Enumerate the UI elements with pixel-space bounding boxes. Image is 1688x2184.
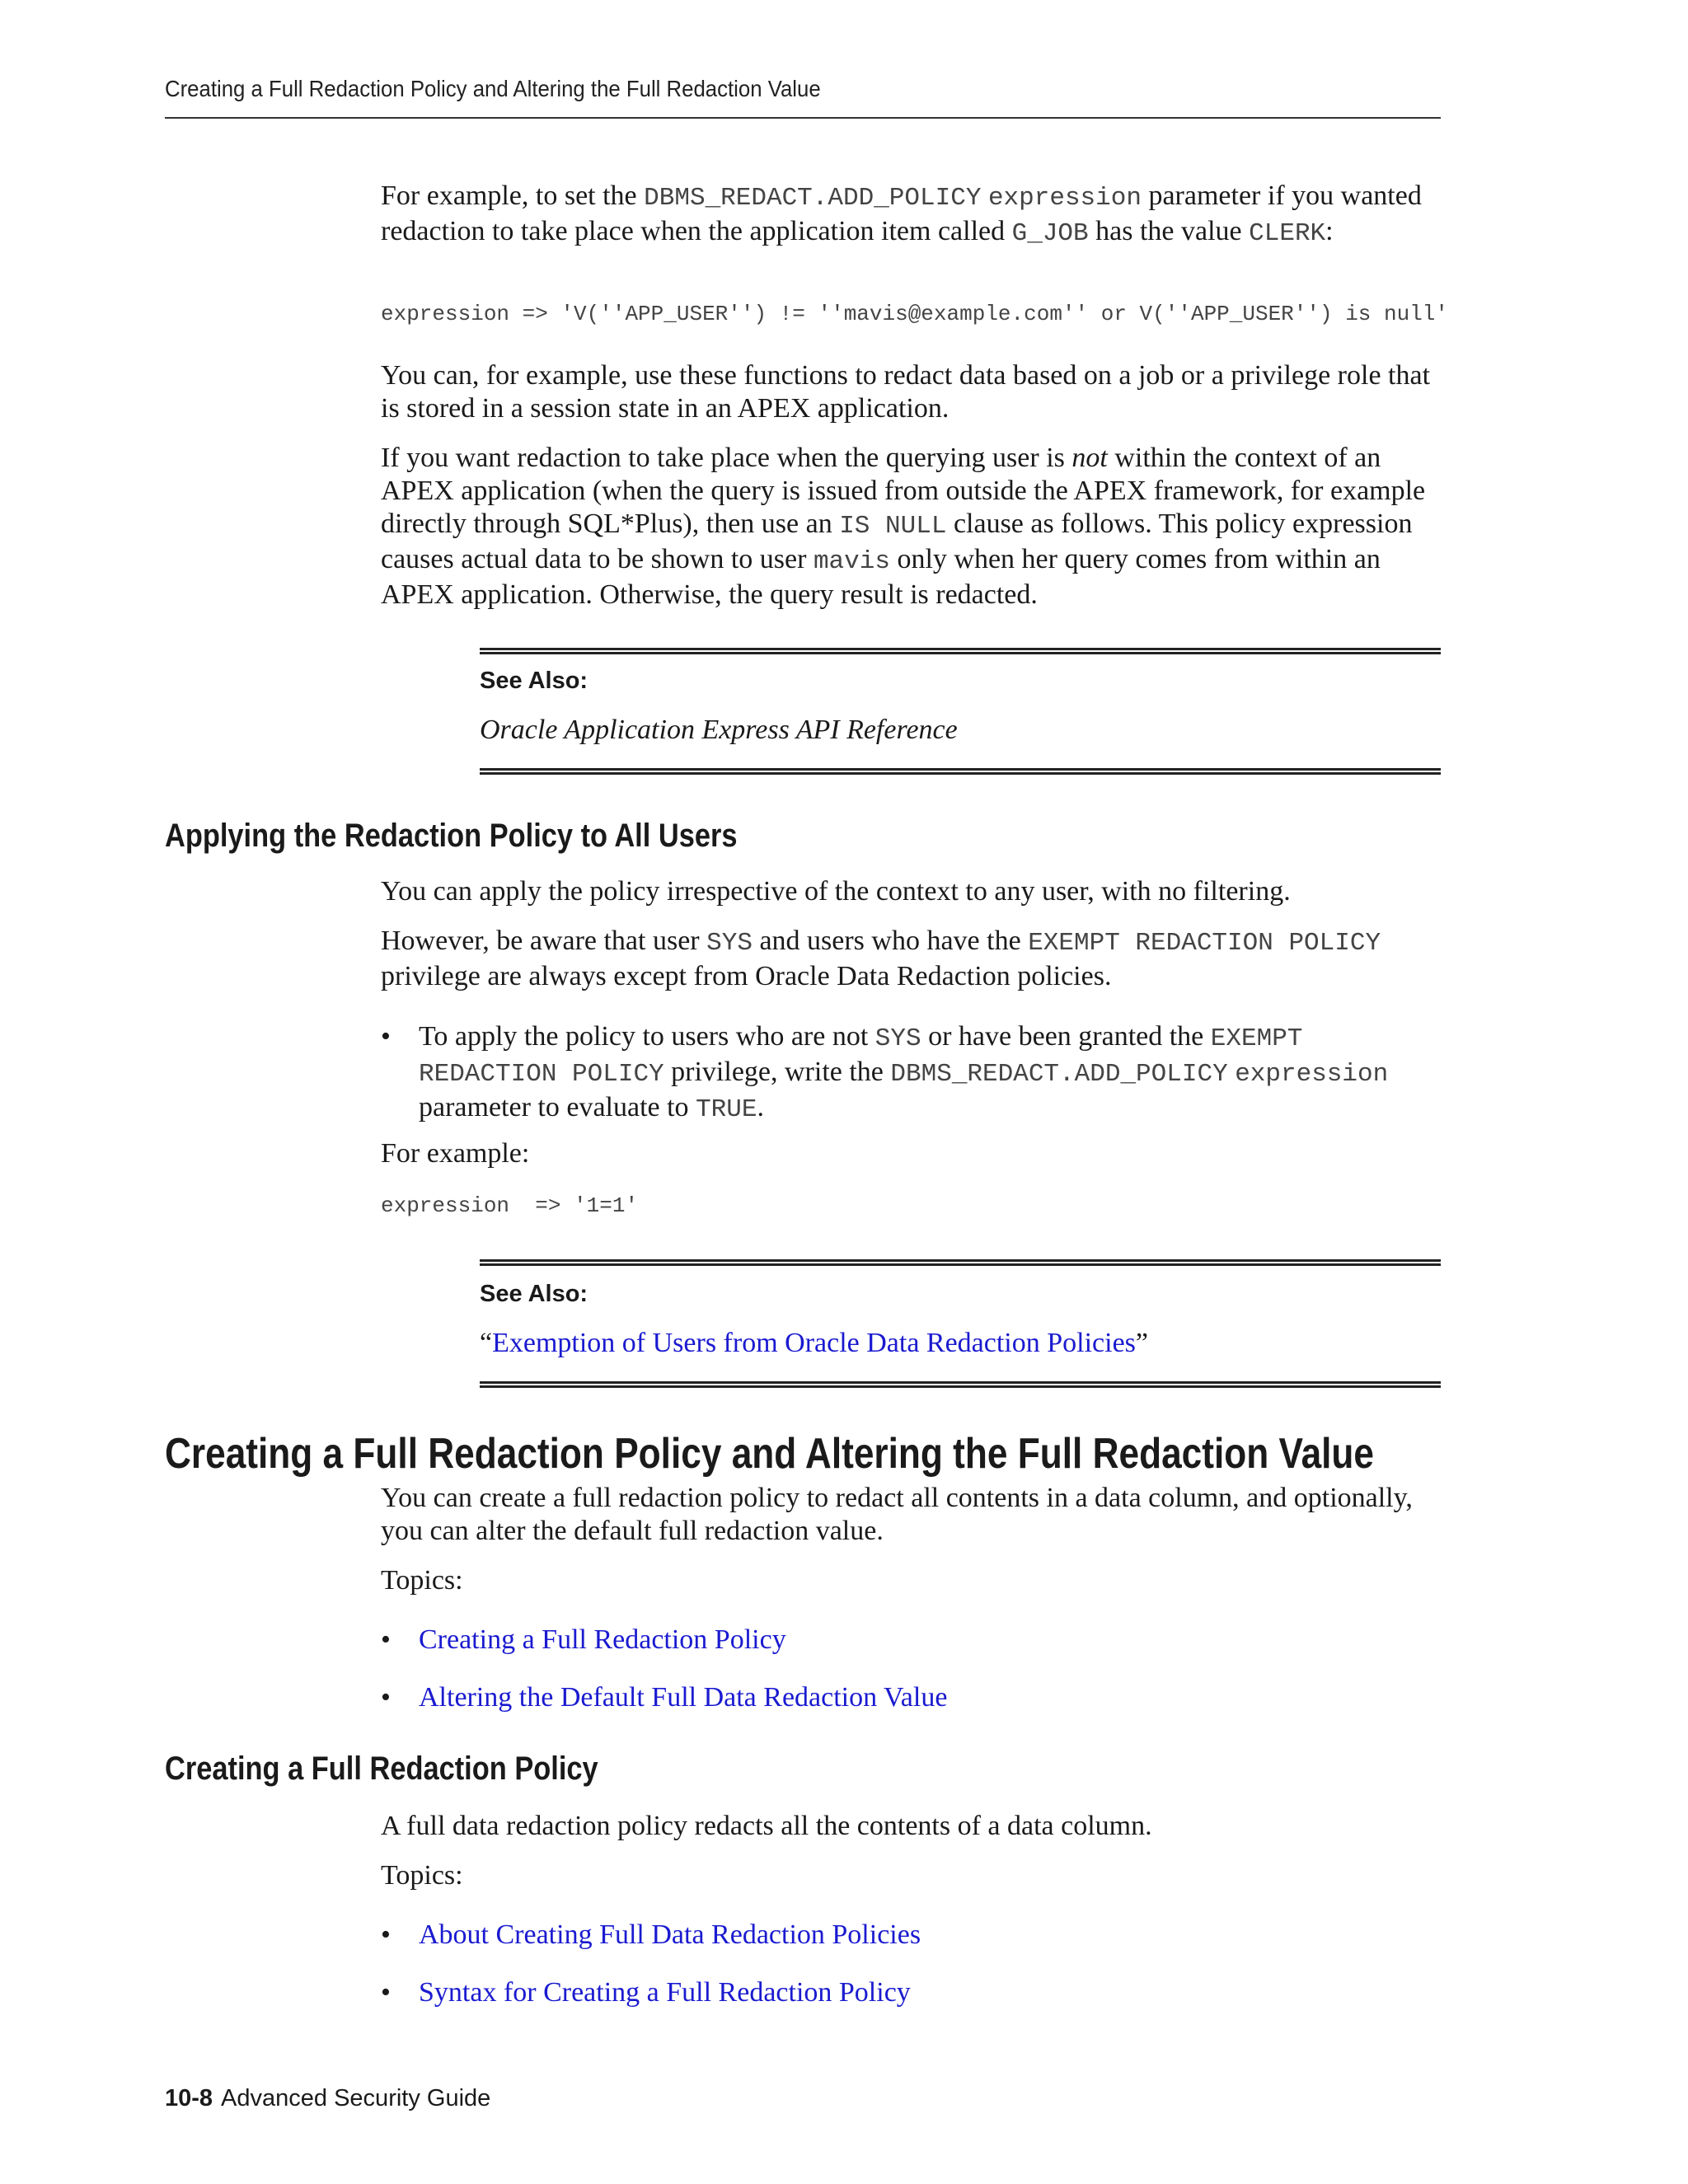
- list-item: [381, 1020, 1444, 1127]
- bullet-icon: •: [381, 1919, 391, 1950]
- code-term: DBMS_REDACT.ADD_POLICY: [890, 1060, 1228, 1089]
- intro-paragraph-2: You can, for example, use these functions to redact data based on a job or a privilege role that is stored in a session state in an APEX application.: [381, 360, 1431, 424]
- bullet-icon: •: [381, 1977, 391, 2008]
- code-term: TRUE: [696, 1095, 757, 1124]
- seealso-top-rule: [480, 648, 1441, 654]
- list-item: [381, 1624, 1444, 1657]
- code-example-true: expression => '1=1': [381, 1193, 639, 1218]
- code-term: G_JOB: [1011, 219, 1089, 248]
- page-footer: [165, 2085, 490, 2112]
- text: within the context of an APEX application (when the query is issued from outside the APEX framework, for example directly through SQL*Plus), then use an: [381, 443, 1426, 539]
- link-altering-default-value[interactable]: Altering the Default Full Data Redaction Value: [419, 1682, 948, 1713]
- main-heading: Creating a Full Redaction Policy and Altering the Full Redaction Value: [165, 1430, 1375, 1478]
- list-item: [381, 1681, 1444, 1714]
- seealso-bottom-rule: [480, 1381, 1441, 1388]
- code-term: expression: [987, 184, 1142, 213]
- bullet-icon: •: [381, 1682, 391, 1713]
- code-term: CLERK: [1249, 219, 1326, 248]
- paragraph: [381, 925, 1444, 993]
- intro-paragraph-1: [381, 180, 1444, 251]
- topics-list: [381, 1919, 1444, 2009]
- book-title: Advanced Security Guide: [221, 2085, 491, 2111]
- page-number: 10-8: [165, 2085, 213, 2111]
- text: privilege are always except from Oracle Data Redaction policies.: [381, 961, 1112, 991]
- list-item: [381, 1976, 1444, 2009]
- code-term: mavis: [813, 547, 890, 576]
- header-rule: [165, 117, 1441, 119]
- text: has the value: [1088, 216, 1250, 246]
- emphasis: not: [1071, 443, 1108, 473]
- text: To apply the policy to users who are not: [419, 1021, 875, 1052]
- text: and users who have the: [752, 926, 1029, 956]
- paragraph: You can apply the policy irrespective of the context to any user, with no filtering.: [381, 876, 1291, 907]
- text: However, be aware that user: [381, 926, 707, 956]
- text: parameter if you wanted redaction to take place when the application item called: [381, 180, 1422, 246]
- link-creating-full-redaction-policy[interactable]: Creating a Full Redaction Policy: [419, 1624, 786, 1655]
- reference-title: Oracle Application Express API Reference: [480, 715, 958, 745]
- list-item: [381, 1919, 1444, 1952]
- paragraph: A full data redaction policy redacts all the contents of a data column.: [381, 1811, 1152, 1841]
- text: :: [1325, 216, 1334, 246]
- seealso-reference: [480, 714, 1441, 747]
- code-term: SYS: [706, 929, 753, 958]
- code-term: DBMS_REDACT.ADD_POLICY: [644, 184, 982, 213]
- bullet-icon: •: [381, 1624, 391, 1655]
- link-syntax-full-redaction[interactable]: Syntax for Creating a Full Redaction Policy: [419, 1977, 911, 2008]
- seealso-reference: [480, 1327, 1441, 1360]
- quote-mark: ”: [1135, 1328, 1149, 1358]
- text: For example, to set the: [381, 180, 645, 211]
- quote-mark: “: [480, 1328, 493, 1358]
- text: only when her query comes from within an APEX application. Otherwise, the query result is redacted.: [381, 544, 1381, 610]
- topics-label: Topics:: [381, 1565, 463, 1596]
- seealso-top-rule: [480, 1259, 1441, 1266]
- section-heading: Creating a Full Redaction Policy: [165, 1750, 598, 1787]
- intro-paragraph-3: [381, 442, 1444, 612]
- code-term: IS NULL: [839, 512, 947, 541]
- paragraph: For example:: [381, 1138, 530, 1169]
- link-exemption-of-users[interactable]: Exemption of Users from Oracle Data Redaction Policies: [492, 1328, 1136, 1358]
- seealso-bottom-rule: [480, 768, 1441, 775]
- text: privilege, write the: [663, 1057, 891, 1087]
- bullet-list: [381, 1020, 1444, 1127]
- paragraph: You can create a full redaction policy to redact all contents in a data column, and optionally, you can alter the default full redaction value.: [381, 1483, 1413, 1546]
- text: or have been granted the: [921, 1021, 1211, 1052]
- code-example-apex: expression => 'V(''APP_USER'') != ''mavis@example.com'' or V(''APP_USER'') is null': [381, 302, 1449, 326]
- code-term: expression: [1235, 1060, 1389, 1089]
- code-term: EXEMPT REDACTION POLICY: [1028, 929, 1381, 958]
- seealso-title: See Also:: [480, 668, 588, 694]
- text: clause as follows. This policy expression causes actual data to be shown to user: [381, 509, 1413, 574]
- code-term: SYS: [874, 1024, 921, 1053]
- text: .: [757, 1092, 764, 1122]
- running-header: Creating a Full Redaction Policy and Altering the Full Redaction Value: [165, 76, 821, 101]
- text: parameter to evaluate to: [419, 1092, 696, 1122]
- text: If you want redaction to take place when the querying user is: [381, 443, 1072, 473]
- bullet-icon: •: [381, 1021, 391, 1052]
- seealso-title: See Also:: [480, 1281, 588, 1307]
- section-heading: Applying the Redaction Policy to All Users: [165, 818, 738, 854]
- code-term: EXEMPT REDACTION POLICY: [419, 1024, 1303, 1089]
- link-about-creating-policies[interactable]: About Creating Full Data Redaction Policies: [419, 1919, 921, 1950]
- topics-label: Topics:: [381, 1860, 463, 1891]
- topics-list: [381, 1624, 1444, 1714]
